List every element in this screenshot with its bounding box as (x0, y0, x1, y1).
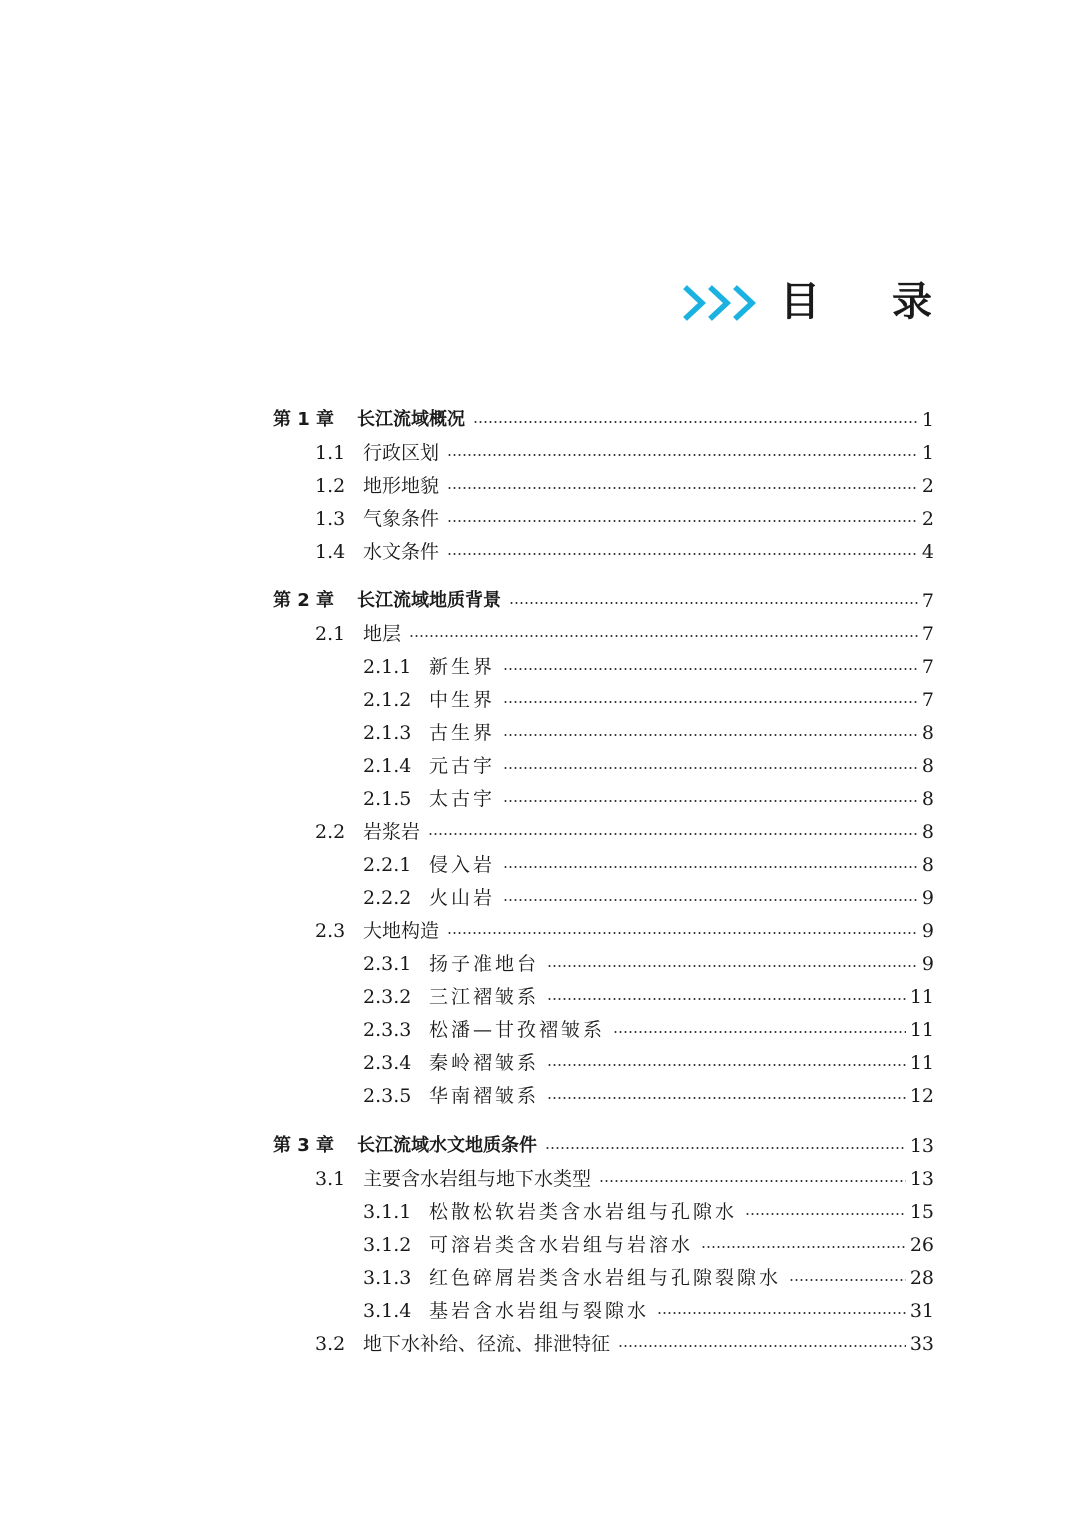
toc-entry-subsection[interactable] (363, 1014, 934, 1046)
toc-entry-subsection[interactable] (363, 684, 934, 716)
toc-entry-page-number: 7 (921, 590, 934, 612)
toc-entry-subsection[interactable] (363, 750, 934, 782)
toc-entry-section[interactable] (315, 915, 934, 947)
toc-entry-number: 3.1.1 (363, 1201, 412, 1223)
toc-entry-page-number: 8 (921, 854, 934, 876)
toc-entry-number: 2.2 (315, 821, 346, 843)
toc-entry-title: 秦岭褶皱系 (429, 1052, 540, 1074)
toc-entry-title: 主要含水岩组与地下水类型 (363, 1168, 592, 1190)
dot-leader (701, 1246, 906, 1248)
toc-entry-page-number: 11 (909, 1019, 934, 1041)
dot-leader (509, 602, 918, 604)
toc-entry-title: 长江流域水文地质条件 (357, 1135, 537, 1156)
toc-entry-page-number: 11 (909, 1052, 934, 1074)
dot-leader (428, 833, 918, 835)
toc-entry-number: 1.2 (315, 475, 346, 497)
toc-entry-title: 气象条件 (363, 508, 440, 530)
toc-entry-subsection[interactable] (363, 1080, 934, 1112)
toc-entry-subsection[interactable] (363, 849, 934, 881)
dot-leader (657, 1312, 906, 1314)
toc-entry-chapter[interactable] (273, 585, 934, 617)
toc-entry-number: 2.1 (315, 623, 346, 645)
toc-entry-title: 基岩含水岩组与裂隙水 (429, 1300, 650, 1322)
toc-entry-number: 2.3.5 (363, 1085, 412, 1107)
toc-entry-page-number: 15 (909, 1201, 934, 1223)
toc-entry-chapter[interactable] (273, 1130, 934, 1162)
toc-entry-number: 2.3.4 (363, 1052, 412, 1074)
toc-entry-page-number: 33 (909, 1333, 934, 1355)
toc-entry-title: 行政区划 (363, 442, 440, 464)
dot-leader (503, 899, 918, 901)
toc-entry-subsection[interactable] (363, 1262, 934, 1294)
toc-entry-number: 2.2.2 (363, 887, 412, 909)
dot-leader (545, 1147, 906, 1149)
toc-entry-subsection[interactable] (363, 1229, 934, 1261)
toc-entry-section[interactable] (315, 618, 934, 650)
toc-entry-number: 2.1.1 (363, 656, 412, 678)
dot-leader (447, 932, 918, 934)
dot-leader (503, 734, 918, 736)
toc-entry-title: 地下水补给、径流、排泄特征 (363, 1333, 611, 1355)
toc-entry-title: 元古宇 (429, 755, 496, 777)
toc-entry-page-number: 8 (921, 821, 934, 843)
toc-entry-section[interactable] (315, 503, 934, 535)
toc-entry-page-number: 28 (909, 1267, 934, 1289)
toc-entry-page-number: 11 (909, 986, 934, 1008)
toc-entry-section[interactable] (315, 437, 934, 469)
toc-entry-title: 水文条件 (363, 541, 440, 563)
dot-leader (503, 800, 918, 802)
toc-entry-section[interactable] (315, 816, 934, 848)
toc-entry-page-number: 8 (921, 788, 934, 810)
toc-entry-number: 3.1 (315, 1168, 346, 1190)
toc-entry-title: 火山岩 (429, 887, 496, 909)
toc-entry-page-number: 2 (921, 475, 934, 497)
toc-entry-title: 红色碎屑岩类含水岩组与孔隙裂隙水 (429, 1267, 782, 1289)
toc-entry-section[interactable] (315, 470, 934, 502)
dot-leader (503, 701, 918, 703)
toc-entry-number: 2.1.4 (363, 755, 412, 777)
toc-entry-title: 长江流域地质背景 (357, 590, 501, 611)
toc-entry-number: 2.1.5 (363, 788, 412, 810)
toc-entry-title: 松散松软岩类含水岩组与孔隙水 (429, 1201, 738, 1223)
toc-entry-title: 太古宇 (429, 788, 496, 810)
dot-leader (503, 866, 918, 868)
toc-entry-number: 1.1 (315, 442, 346, 464)
toc-entry-page-number: 1 (921, 409, 934, 431)
dot-leader (447, 454, 918, 456)
toc-entry-page-number: 8 (921, 755, 934, 777)
toc-entry-subsection[interactable] (363, 948, 934, 980)
triple-chevron-icon (682, 282, 762, 324)
toc-entry-page-number: 7 (921, 623, 934, 645)
toc-entry-number: 1.3 (315, 508, 346, 530)
dot-leader (599, 1180, 906, 1182)
toc-entry-number: 第 1 章 (273, 409, 335, 430)
dot-leader (503, 767, 918, 769)
toc-entry-title: 扬子准地台 (429, 953, 540, 975)
toc-entry-subsection[interactable] (363, 1047, 934, 1079)
dot-leader (547, 1064, 906, 1066)
toc-entry-page-number: 9 (921, 953, 934, 975)
dot-leader (547, 965, 918, 967)
dot-leader (473, 421, 918, 423)
toc-entry-page-number: 7 (921, 656, 934, 678)
toc-entry-subsection[interactable] (363, 651, 934, 683)
toc-entry-page-number: 8 (921, 722, 934, 744)
toc-entry-number: 2.3.3 (363, 1019, 412, 1041)
toc-entry-number: 2.3.2 (363, 986, 412, 1008)
dot-leader (447, 487, 918, 489)
dot-leader (618, 1345, 906, 1347)
toc-entry-page-number: 13 (909, 1168, 934, 1190)
toc-entry-section[interactable] (315, 1163, 934, 1195)
dot-leader (789, 1279, 906, 1281)
toc-entry-number: 2.1.3 (363, 722, 412, 744)
toc-entry-title: 岩浆岩 (363, 821, 421, 843)
page-title-char-1: 目 (780, 278, 820, 325)
toc-entry-number: 3.1.3 (363, 1267, 412, 1289)
toc-entry-section[interactable] (315, 1328, 934, 1360)
toc-entry-subsection[interactable] (363, 1196, 934, 1228)
dot-leader (547, 998, 906, 1000)
toc-entry-number: 3.2 (315, 1333, 346, 1355)
toc-entry-number: 1.4 (315, 541, 346, 563)
toc-entry-subsection[interactable] (363, 981, 934, 1013)
toc-entry-title: 松潘—甘孜褶皱系 (429, 1019, 606, 1041)
dot-leader (613, 1031, 906, 1033)
toc-entry-number: 第 3 章 (273, 1135, 335, 1156)
toc-entry-number: 2.2.1 (363, 854, 412, 876)
toc-entry-page-number: 7 (921, 689, 934, 711)
toc-entry-page-number: 12 (909, 1085, 934, 1107)
toc-entry-chapter[interactable] (273, 404, 934, 436)
toc-entry-title: 可溶岩类含水岩组与岩溶水 (429, 1234, 694, 1256)
toc-entry-page-number: 9 (921, 920, 934, 942)
toc-entry-number: 2.3.1 (363, 953, 412, 975)
dot-leader (547, 1097, 906, 1099)
toc-entry-title: 三江褶皱系 (429, 986, 540, 1008)
dot-leader (745, 1213, 906, 1215)
toc-entry-subsection[interactable] (363, 882, 934, 914)
toc-entry-title: 侵入岩 (429, 854, 496, 876)
page-title-char-2: 录 (892, 278, 932, 325)
toc-entry-page-number: 4 (921, 541, 934, 563)
toc-entry-number: 3.1.4 (363, 1300, 412, 1322)
toc-entry-title: 长江流域概况 (357, 409, 465, 430)
toc-entry-page-number: 26 (909, 1234, 934, 1256)
toc-header (660, 270, 940, 340)
toc-entry-title: 地形地貌 (363, 475, 440, 497)
toc-entry-number: 2.1.2 (363, 689, 412, 711)
toc-entry-page-number: 2 (921, 508, 934, 530)
toc-entry-page-number: 13 (909, 1135, 934, 1157)
dot-leader (447, 553, 918, 555)
toc-entry-page-number: 1 (921, 442, 934, 464)
toc-entry-title: 华南褶皱系 (429, 1085, 540, 1107)
toc-entry-number: 第 2 章 (273, 590, 335, 611)
toc-entry-page-number: 9 (921, 887, 934, 909)
toc-entry-number: 2.3 (315, 920, 346, 942)
dot-leader (503, 668, 918, 670)
toc-entry-title: 中生界 (429, 689, 496, 711)
dot-leader (409, 635, 918, 637)
toc-entry-subsection[interactable] (363, 717, 934, 749)
dot-leader (447, 520, 918, 522)
toc-entry-section[interactable] (315, 536, 934, 568)
toc-entry-subsection[interactable] (363, 783, 934, 815)
toc-entry-title: 新生界 (429, 656, 496, 678)
toc-entry-title: 大地构造 (363, 920, 440, 942)
toc-entry-title: 古生界 (429, 722, 496, 744)
toc-entry-number: 3.1.2 (363, 1234, 412, 1256)
toc-entry-title: 地层 (363, 623, 402, 645)
toc-entry-subsection[interactable] (363, 1295, 934, 1327)
toc-entry-page-number: 31 (909, 1300, 934, 1322)
